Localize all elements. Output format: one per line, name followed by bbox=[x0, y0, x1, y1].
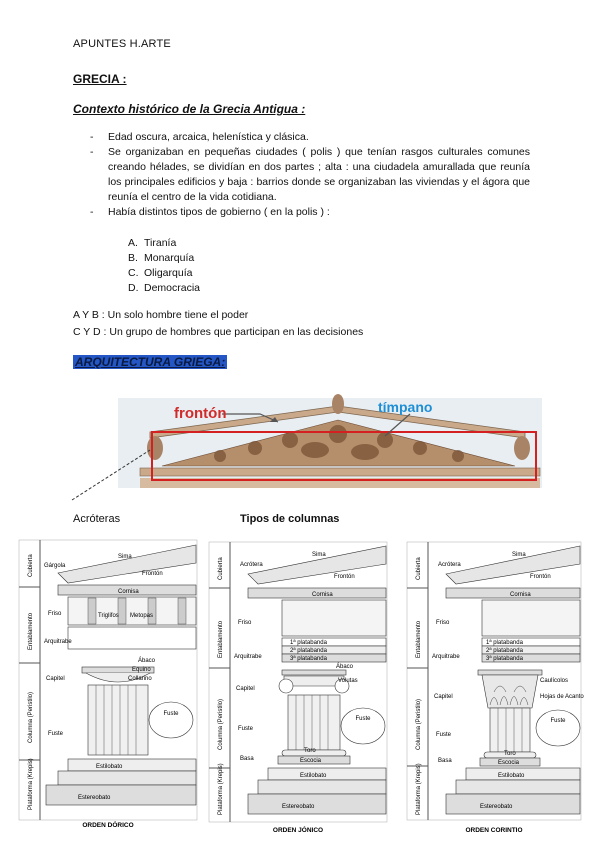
corinthian-caption: ORDEN CORINTIO bbox=[465, 827, 523, 834]
subsection-title: Contexto histórico de la Grecia Antigua : bbox=[73, 102, 306, 116]
svg-text:Cubierta: Cubierta bbox=[416, 557, 422, 580]
acroterion-top bbox=[332, 394, 344, 414]
svg-text:Acrótera: Acrótera bbox=[240, 562, 263, 568]
svg-text:Estilobato: Estilobato bbox=[96, 764, 123, 770]
svg-text:Friso: Friso bbox=[238, 620, 252, 626]
acroterion-right bbox=[514, 436, 530, 460]
document-header: APUNTES H.ARTE bbox=[73, 38, 171, 50]
note-ab: A Y B : Un solo hombre tiene el poder bbox=[73, 309, 249, 321]
svg-text:Triglifos: Triglifos bbox=[98, 613, 119, 619]
svg-text:Cornisa: Cornisa bbox=[510, 592, 531, 598]
svg-text:Arquitrabe: Arquitrabe bbox=[234, 654, 262, 660]
svg-text:Escocia: Escocia bbox=[300, 758, 322, 764]
ionic-caption: ORDEN JÓNICO bbox=[272, 827, 324, 834]
svg-text:Sima: Sima bbox=[118, 554, 132, 560]
svg-text:Columna (Peristilo): Columna (Peristilo) bbox=[28, 691, 34, 743]
svg-text:3ª platabanda: 3ª platabanda bbox=[486, 656, 523, 662]
svg-text:Plataforma (Krepis): Plataforma (Krepis) bbox=[28, 758, 34, 810]
doric-caption: ORDEN DÓRICO bbox=[82, 822, 134, 829]
svg-text:Escocia: Escocia bbox=[498, 760, 520, 766]
context-list bbox=[90, 130, 530, 220]
svg-text:Cubierta: Cubierta bbox=[28, 554, 34, 577]
svg-text:Collarino: Collarino bbox=[128, 676, 152, 682]
corinthian-order-diagram bbox=[406, 540, 586, 840]
doric-order-diagram bbox=[18, 535, 198, 835]
columns-title: Tipos de columnas bbox=[240, 513, 340, 525]
svg-text:Fuste: Fuste bbox=[355, 716, 371, 722]
svg-text:Fuste: Fuste bbox=[48, 731, 64, 737]
svg-text:Columna (Peristilo): Columna (Peristilo) bbox=[218, 698, 224, 750]
acroteras-label: Acróteras bbox=[73, 513, 121, 525]
svg-text:Fuste: Fuste bbox=[550, 718, 566, 724]
svg-text:Arquitrabe: Arquitrabe bbox=[432, 654, 460, 660]
svg-text:Volutas: Volutas bbox=[338, 678, 358, 684]
svg-text:Fuste: Fuste bbox=[238, 726, 254, 732]
svg-text:Cornisa: Cornisa bbox=[312, 592, 333, 598]
svg-text:Sima: Sima bbox=[512, 552, 526, 558]
section-title: GRECIA : bbox=[73, 72, 127, 86]
list-item: D. Democracia bbox=[128, 282, 201, 294]
list-item: - Se organizaban en pequeñas ciudades ( polis ) que tenían rasgos culturales comunes creando hélades, se dividían en dos partes ; alta : una ciudadela amurallada que reunía los principales edificios y baja : barrios donde se organizaban las viviendas y el ágora que reunía el centro de la vida cotidiana. bbox=[90, 145, 530, 205]
svg-text:Basa: Basa bbox=[240, 756, 254, 762]
architecture-title: ARQUITECTURA GRIEGA: bbox=[75, 355, 226, 369]
svg-text:Capitel: Capitel bbox=[46, 676, 65, 682]
government-list bbox=[128, 236, 200, 296]
svg-text:Estereobato: Estereobato bbox=[480, 804, 513, 810]
list-item: - Edad oscura, arcaica, helenística y clásica. bbox=[90, 130, 530, 145]
svg-text:Fuste: Fuste bbox=[163, 711, 179, 717]
svg-text:3ª platabanda: 3ª platabanda bbox=[290, 656, 327, 662]
label-fronton: frontón bbox=[174, 405, 227, 422]
svg-text:Estilobato: Estilobato bbox=[300, 773, 327, 779]
svg-text:Plataforma (Krepis): Plataforma (Krepis) bbox=[218, 763, 224, 815]
svg-text:Estereobato: Estereobato bbox=[282, 804, 315, 810]
list-item: C. Oligarquía bbox=[128, 267, 193, 279]
svg-text:Ábaco: Ábaco bbox=[138, 658, 156, 664]
list-item: B. Monarquía bbox=[128, 252, 195, 264]
svg-text:Frontón: Frontón bbox=[142, 571, 163, 577]
svg-text:Toro: Toro bbox=[504, 751, 516, 757]
svg-text:Frontón: Frontón bbox=[530, 574, 551, 580]
svg-text:Hojas de Acanto: Hojas de Acanto bbox=[540, 694, 584, 700]
svg-text:Entablamento: Entablamento bbox=[28, 612, 34, 650]
svg-text:Entablamento: Entablamento bbox=[218, 620, 224, 658]
svg-text:Basa: Basa bbox=[438, 758, 452, 764]
pediment-image bbox=[70, 388, 550, 508]
svg-text:Frontón: Frontón bbox=[334, 574, 355, 580]
svg-text:Estilobato: Estilobato bbox=[498, 773, 525, 779]
svg-text:Metopas: Metopas bbox=[130, 613, 154, 619]
svg-text:Acrótera: Acrótera bbox=[438, 562, 461, 568]
svg-text:Columna (Peristilo): Columna (Peristilo) bbox=[416, 698, 422, 750]
label-timpano: tímpano bbox=[378, 399, 433, 415]
svg-text:Entablamento: Entablamento bbox=[416, 620, 422, 658]
svg-text:1ª platabanda: 1ª platabanda bbox=[290, 640, 327, 646]
note-cd: C Y D : Un grupo de hombres que participan en las decisiones bbox=[73, 326, 364, 338]
svg-text:Sima: Sima bbox=[312, 552, 326, 558]
list-item: - Había distintos tipos de gobierno ( en la polis ) : bbox=[90, 205, 530, 220]
svg-text:Plataforma (Krepis): Plataforma (Krepis) bbox=[416, 763, 422, 815]
svg-text:Arquitrabe: Arquitrabe bbox=[44, 639, 72, 645]
horizontal-cornice bbox=[140, 468, 540, 476]
svg-text:Capitel: Capitel bbox=[236, 686, 255, 692]
svg-text:Equino: Equino bbox=[132, 667, 151, 673]
svg-text:Estereobato: Estereobato bbox=[78, 795, 111, 801]
svg-text:Capitel: Capitel bbox=[434, 694, 453, 700]
acroterion-left bbox=[147, 436, 163, 460]
svg-text:2ª platabanda: 2ª platabanda bbox=[486, 648, 523, 654]
svg-text:1ª platabanda: 1ª platabanda bbox=[486, 640, 523, 646]
svg-text:Cubierta: Cubierta bbox=[218, 557, 224, 580]
svg-text:Ábaco: Ábaco bbox=[336, 664, 354, 670]
svg-text:2ª platabanda: 2ª platabanda bbox=[290, 648, 327, 654]
svg-text:Caulícolos: Caulícolos bbox=[540, 678, 569, 684]
svg-text:Fuste: Fuste bbox=[436, 732, 452, 738]
svg-text:Friso: Friso bbox=[48, 611, 62, 617]
ionic-order-diagram bbox=[208, 540, 388, 840]
svg-text:Gárgola: Gárgola bbox=[44, 563, 66, 569]
list-item: A. Tiranía bbox=[128, 237, 177, 249]
svg-text:Cornisa: Cornisa bbox=[118, 589, 139, 595]
svg-text:Toro: Toro bbox=[304, 748, 316, 754]
svg-text:Friso: Friso bbox=[436, 620, 450, 626]
